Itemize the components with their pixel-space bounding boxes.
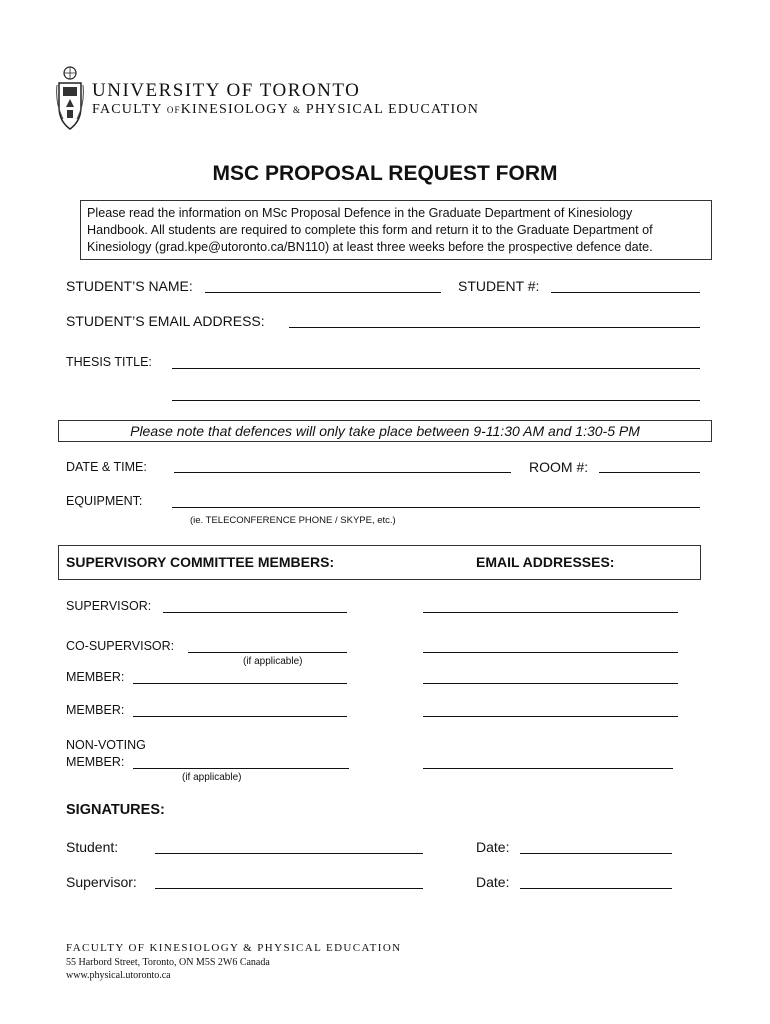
room-field[interactable] <box>599 472 700 473</box>
cosupervisor-label: CO-SUPERVISOR: <box>66 639 175 653</box>
cosupervisor-name-field[interactable] <box>188 652 347 653</box>
member-2-email-field[interactable] <box>423 716 678 717</box>
nonvoting-label-line-1: NON-VOTING <box>66 738 146 752</box>
page-title: MSC PROPOSAL REQUEST FORM <box>212 162 558 185</box>
footer-faculty: FACULTY OF KINESIOLOGY & PHYSICAL EDUCATION <box>66 942 402 954</box>
thesis-title-label: THESIS TITLE: <box>66 355 152 369</box>
student-date-field[interactable] <box>520 853 672 854</box>
faculty-kinesiology: KINESIOLOGY <box>180 102 289 117</box>
intro-line-1: Please read the information on MSc Proposal Defence in the Graduate Department of Kinesiology <box>87 206 633 220</box>
student-name-field[interactable] <box>205 292 441 293</box>
student-email-field[interactable] <box>289 327 700 328</box>
date-time-label: DATE & TIME: <box>66 460 147 474</box>
student-signature-field[interactable] <box>155 853 423 854</box>
room-label: ROOM #: <box>529 459 589 475</box>
university-crest-icon <box>55 63 85 133</box>
student-number-field[interactable] <box>551 292 700 293</box>
supervisor-email-field[interactable] <box>423 612 678 613</box>
cosupervisor-if-applicable: (if applicable) <box>243 656 303 667</box>
supervisor-date-label: Date: <box>476 874 510 890</box>
member-2-name-field[interactable] <box>133 716 347 717</box>
equipment-label: EQUIPMENT: <box>66 494 143 508</box>
member-1-name-field[interactable] <box>133 683 347 684</box>
student-date-label: Date: <box>476 839 510 855</box>
member-1-label: MEMBER: <box>66 670 125 684</box>
supervisor-date-field[interactable] <box>520 888 672 889</box>
student-name-label: STUDENT’S NAME: <box>66 278 193 294</box>
member-1-email-field[interactable] <box>423 683 678 684</box>
student-email-label: STUDENT’S EMAIL ADDRESS: <box>66 313 265 329</box>
intro-line-2: Handbook. All students are required to complete this form and return it to the Graduate Department of <box>87 223 653 237</box>
nonvoting-name-field[interactable] <box>133 768 349 769</box>
faculty-amp: & <box>293 105 302 115</box>
cosupervisor-email-field[interactable] <box>423 652 678 653</box>
member-2-label: MEMBER: <box>66 703 125 717</box>
footer-address: 55 Harbord Street, Toronto, ON M5S 2W6 Canada <box>66 957 270 968</box>
intro-line-3: Kinesiology (grad.kpe@utoronto.ca/BN110) at least three weeks before the prospective defence date. <box>87 240 653 254</box>
signatures-header: SIGNATURES: <box>66 802 165 818</box>
intro-box <box>80 200 712 260</box>
supervisor-label: SUPERVISOR: <box>66 599 152 613</box>
student-signature-label: Student: <box>66 839 119 855</box>
equipment-field[interactable] <box>172 507 700 508</box>
footer-website: www.physical.utoronto.ca <box>66 970 171 981</box>
student-number-label: STUDENT #: <box>458 278 540 294</box>
date-time-field[interactable] <box>174 472 511 473</box>
nonvoting-email-field[interactable] <box>423 768 673 769</box>
supervisor-signature-field[interactable] <box>155 888 423 889</box>
equipment-hint: (ie. TELECONFERENCE PHONE / SKYPE, etc.) <box>190 515 396 526</box>
faculty-name <box>92 102 479 118</box>
university-name: UNIVERSITY OF TORONTO <box>92 80 361 101</box>
faculty-word: FACULTY <box>92 102 163 117</box>
thesis-title-field-2[interactable] <box>172 400 700 401</box>
nonvoting-if-applicable: (if applicable) <box>182 772 242 783</box>
thesis-title-field-1[interactable] <box>172 368 700 369</box>
supervisor-signature-label: Supervisor: <box>66 874 137 890</box>
supervisor-name-field[interactable] <box>163 612 347 613</box>
committee-members-header: SUPERVISORY COMMITTEE MEMBERS: <box>66 554 335 570</box>
faculty-pe: PHYSICAL EDUCATION <box>305 102 480 117</box>
nonvoting-label-line-2: MEMBER: <box>66 755 125 769</box>
faculty-of: OF <box>166 105 181 115</box>
defence-time-notice: Please note that defences will only take place between 9-11:30 AM and 1:30-5 PM <box>58 420 712 442</box>
email-addresses-header: EMAIL ADDRESSES: <box>476 554 615 570</box>
